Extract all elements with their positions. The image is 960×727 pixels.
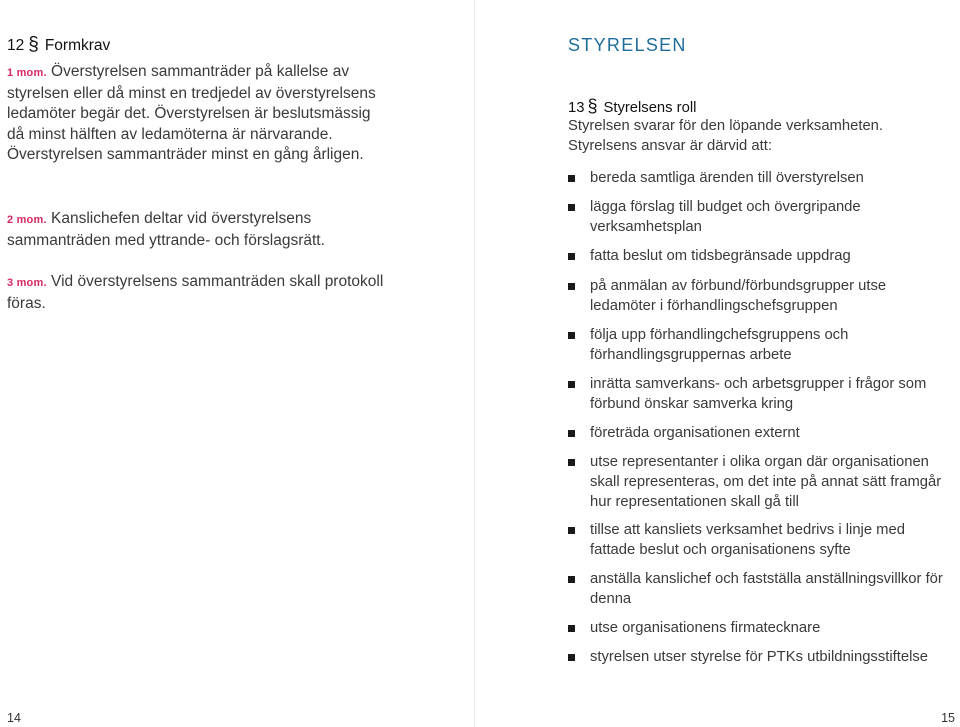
list-item [568,325,948,365]
section-symbol: § [28,34,39,55]
bullet-square-icon [568,527,575,534]
bullet-square-icon [568,381,575,388]
section-title: STYRELSEN [568,35,687,55]
list-item-text: anställa kanslichef och fastställa anställningsvillkor för denna [590,571,943,607]
list-item-text: utse representanter i olika organ där organisationen skall representeras, om det inte på annat sätt framgår hur representationen skall gå till [590,454,942,510]
moment-text: Vid överstyrelsens sammanträden skall protokoll föras. [7,273,384,312]
bullet-square-icon [568,283,575,290]
intro-line: Styrelsens ansvar är därvid att: [568,138,772,154]
list-item-text: bereda samtliga ärenden till överstyrelsen [590,170,864,186]
moment-3 [7,272,387,314]
page-number-right: 15 [941,711,955,725]
list-item-text: tillse att kansliets verksamhet bedrivs i linje med fattade beslut och organisationens syfte [590,522,905,558]
section-symbol: § [587,96,598,116]
paragraph-13-heading [568,96,696,117]
moment-text: Kanslichefen deltar vid överstyrelsens sammanträden med yttrande- och förslagsrätt. [7,210,325,249]
list-item [568,520,948,560]
right-page [474,0,960,727]
bullet-square-icon [568,654,575,661]
paragraph-12-heading [7,34,110,56]
moment-text: Överstyrelsen sammanträder på kallelse av styrelsen eller då minst en tredjedel av överstyrelsens ledamöter begär det. Överstyrelsen är beslutsmässig då minst hälften av ledamöterna är närvarande. Överstyrelsen sammanträder minst en gång årligen. [7,63,376,164]
list-item-text: fatta beslut om tidsbegränsade uppdrag [590,248,851,264]
list-item-text: styrelsen utser styrelse för PTKs utbildningsstiftelse [590,649,928,665]
bullet-square-icon [568,332,575,339]
moment-label: 2 mom. [7,214,47,226]
list-item [568,168,948,188]
paragraph-number: 13 [568,100,585,116]
list-item [568,246,948,266]
list-item-text: utse organisationens firmatecknare [590,620,821,636]
bullet-square-icon [568,625,575,632]
list-item-text: på anmälan av förbund/förbundsgrupper utse ledamöter i förhandlingschefsgruppen [590,278,887,314]
bullet-square-icon [568,430,575,437]
list-item [568,452,948,512]
bullet-square-icon [568,459,575,466]
moment-2 [7,209,387,251]
bullet-square-icon [568,175,575,182]
page-number-left: 14 [7,711,21,725]
list-item-text: följa upp förhandlingchefsgruppens och förhandlingsgruppernas arbete [590,327,849,363]
list-item [568,197,948,237]
list-item-text: företräda organisationen externt [590,425,800,441]
list-item [568,374,948,414]
list-item [568,618,948,638]
list-item [568,569,948,609]
list-item [568,276,948,316]
intro-text [568,116,948,156]
paragraph-title: Styrelsens roll [603,100,697,116]
paragraph-number: 12 [7,37,25,54]
list-item [568,647,948,667]
bullet-square-icon [568,204,575,211]
bullet-square-icon [568,576,575,583]
intro-line: Styrelsen svarar för den löpande verksamheten. [568,118,884,134]
moment-label: 3 mom. [7,277,47,289]
moment-label: 1 mom. [7,67,47,79]
moment-1 [7,62,387,166]
bullet-square-icon [568,253,575,260]
list-item-text: lägga förslag till budget och övergripande verksamhetsplan [590,199,861,235]
list-item [568,423,948,443]
left-page [0,0,474,727]
paragraph-title: Formkrav [44,37,111,54]
list-item-text: inrätta samverkans- och arbetsgrupper i frågor som förbund önskar samverka kring [590,376,927,412]
